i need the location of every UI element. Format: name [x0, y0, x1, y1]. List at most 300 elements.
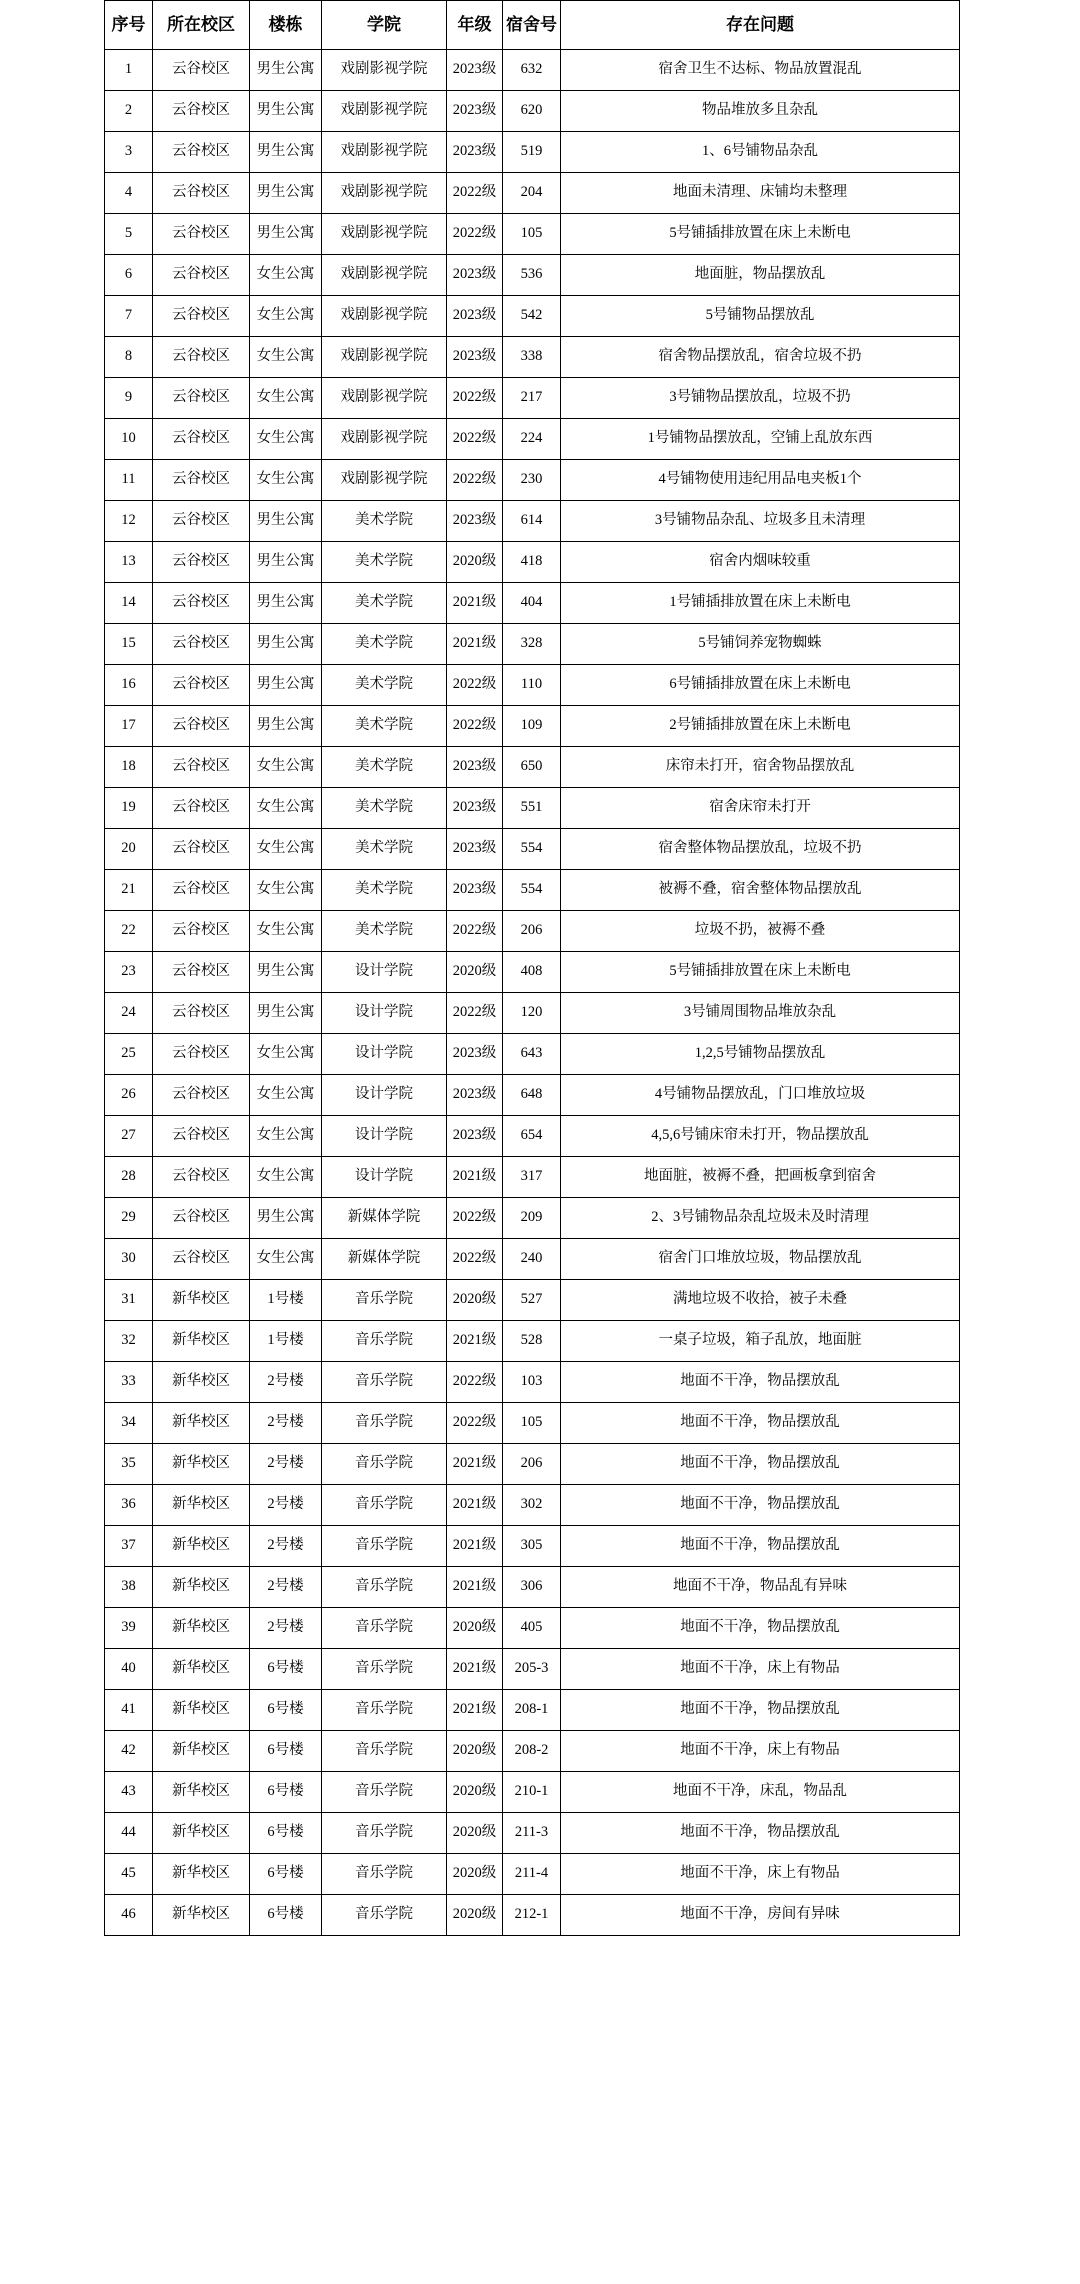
cell-college: 美术学院	[322, 665, 447, 706]
cell-room: 305	[503, 1526, 561, 1567]
cell-college: 音乐学院	[322, 1321, 447, 1362]
cell-room: 105	[503, 1403, 561, 1444]
cell-college: 戏剧影视学院	[322, 132, 447, 173]
cell-grade: 2021级	[447, 1444, 503, 1485]
cell-grade: 2023级	[447, 501, 503, 542]
cell-campus: 新华校区	[153, 1772, 250, 1813]
cell-room: 527	[503, 1280, 561, 1321]
cell-college: 戏剧影视学院	[322, 337, 447, 378]
cell-college: 音乐学院	[322, 1567, 447, 1608]
cell-campus: 新华校区	[153, 1690, 250, 1731]
cell-campus: 云谷校区	[153, 337, 250, 378]
cell-issue: 地面脏，被褥不叠，把画板拿到宿舍	[561, 1157, 960, 1198]
cell-grade: 2021级	[447, 1321, 503, 1362]
cell-seq: 4	[105, 173, 153, 214]
cell-issue: 1、6号铺物品杂乱	[561, 132, 960, 173]
cell-building: 女生公寓	[250, 870, 322, 911]
cell-college: 音乐学院	[322, 1731, 447, 1772]
cell-issue: 4号铺物品摆放乱，门口堆放垃圾	[561, 1075, 960, 1116]
table-row	[105, 1567, 960, 1608]
cell-issue: 地面不干净，床上有物品	[561, 1854, 960, 1895]
cell-campus: 新华校区	[153, 1649, 250, 1690]
cell-room: 306	[503, 1567, 561, 1608]
cell-grade: 2023级	[447, 296, 503, 337]
cell-seq: 27	[105, 1116, 153, 1157]
table-row	[105, 1034, 960, 1075]
cell-room: 554	[503, 829, 561, 870]
cell-grade: 2023级	[447, 747, 503, 788]
cell-grade: 2022级	[447, 214, 503, 255]
cell-grade: 2022级	[447, 460, 503, 501]
cell-grade: 2023级	[447, 255, 503, 296]
cell-grade: 2022级	[447, 911, 503, 952]
cell-building: 女生公寓	[250, 1157, 322, 1198]
cell-building: 女生公寓	[250, 1034, 322, 1075]
cell-college: 设计学院	[322, 993, 447, 1034]
cell-room: 404	[503, 583, 561, 624]
cell-seq: 13	[105, 542, 153, 583]
cell-seq: 7	[105, 296, 153, 337]
cell-building: 1号楼	[250, 1280, 322, 1321]
cell-campus: 云谷校区	[153, 665, 250, 706]
cell-issue: 一桌子垃圾，箱子乱放，地面脏	[561, 1321, 960, 1362]
cell-grade: 2021级	[447, 1485, 503, 1526]
cell-seq: 25	[105, 1034, 153, 1075]
cell-building: 2号楼	[250, 1608, 322, 1649]
cell-grade: 2022级	[447, 1403, 503, 1444]
cell-grade: 2020级	[447, 1731, 503, 1772]
cell-grade: 2021级	[447, 624, 503, 665]
cell-seq: 2	[105, 91, 153, 132]
table-row	[105, 1280, 960, 1321]
cell-issue: 满地垃圾不收拾，被子未叠	[561, 1280, 960, 1321]
cell-room: 230	[503, 460, 561, 501]
cell-seq: 36	[105, 1485, 153, 1526]
cell-issue: 物品堆放多且杂乱	[561, 91, 960, 132]
cell-building: 2号楼	[250, 1485, 322, 1526]
cell-campus: 新华校区	[153, 1854, 250, 1895]
cell-room: 554	[503, 870, 561, 911]
cell-campus: 云谷校区	[153, 132, 250, 173]
table-row	[105, 296, 960, 337]
cell-issue: 床帘未打开，宿舍物品摆放乱	[561, 747, 960, 788]
table-row	[105, 132, 960, 173]
cell-campus: 云谷校区	[153, 419, 250, 460]
cell-campus: 云谷校区	[153, 214, 250, 255]
cell-room: 208-1	[503, 1690, 561, 1731]
cell-seq: 23	[105, 952, 153, 993]
cell-building: 女生公寓	[250, 296, 322, 337]
cell-building: 女生公寓	[250, 747, 322, 788]
cell-issue: 1号铺物品摆放乱，空铺上乱放东西	[561, 419, 960, 460]
cell-campus: 新华校区	[153, 1567, 250, 1608]
cell-seq: 41	[105, 1690, 153, 1731]
cell-issue: 宿舍内烟味较重	[561, 542, 960, 583]
cell-building: 女生公寓	[250, 911, 322, 952]
cell-room: 536	[503, 255, 561, 296]
cell-building: 女生公寓	[250, 460, 322, 501]
cell-grade: 2023级	[447, 1034, 503, 1075]
table-row	[105, 665, 960, 706]
cell-building: 女生公寓	[250, 1075, 322, 1116]
cell-seq: 21	[105, 870, 153, 911]
cell-seq: 46	[105, 1895, 153, 1936]
table-row	[105, 1198, 960, 1239]
column-header-building: 楼栋	[250, 1, 322, 50]
cell-building: 2号楼	[250, 1403, 322, 1444]
cell-campus: 云谷校区	[153, 829, 250, 870]
cell-campus: 云谷校区	[153, 1198, 250, 1239]
cell-seq: 45	[105, 1854, 153, 1895]
cell-room: 103	[503, 1362, 561, 1403]
cell-issue: 地面不干净，物品摆放乱	[561, 1813, 960, 1854]
table-body	[105, 50, 960, 1936]
cell-seq: 26	[105, 1075, 153, 1116]
cell-campus: 新华校区	[153, 1895, 250, 1936]
table-row	[105, 1690, 960, 1731]
cell-issue: 1号铺插排放置在床上未断电	[561, 583, 960, 624]
cell-room: 224	[503, 419, 561, 460]
cell-room: 551	[503, 788, 561, 829]
cell-college: 美术学院	[322, 583, 447, 624]
cell-room: 648	[503, 1075, 561, 1116]
cell-college: 音乐学院	[322, 1403, 447, 1444]
table-row	[105, 1403, 960, 1444]
cell-room: 205-3	[503, 1649, 561, 1690]
cell-college: 设计学院	[322, 1034, 447, 1075]
table-row	[105, 1608, 960, 1649]
table-row	[105, 1239, 960, 1280]
table-row	[105, 583, 960, 624]
cell-grade: 2020级	[447, 952, 503, 993]
cell-building: 女生公寓	[250, 255, 322, 296]
cell-seq: 35	[105, 1444, 153, 1485]
cell-seq: 3	[105, 132, 153, 173]
cell-building: 女生公寓	[250, 1116, 322, 1157]
table-row	[105, 1321, 960, 1362]
cell-grade: 2023级	[447, 788, 503, 829]
cell-seq: 43	[105, 1772, 153, 1813]
cell-issue: 地面脏，物品摆放乱	[561, 255, 960, 296]
cell-grade: 2020级	[447, 1895, 503, 1936]
cell-issue: 1,2,5号铺物品摆放乱	[561, 1034, 960, 1075]
column-header-seq: 序号	[105, 1, 153, 50]
cell-building: 男生公寓	[250, 542, 322, 583]
cell-room: 217	[503, 378, 561, 419]
cell-issue: 3号铺周围物品堆放杂乱	[561, 993, 960, 1034]
table-row	[105, 1485, 960, 1526]
table-row	[105, 542, 960, 583]
cell-grade: 2022级	[447, 1239, 503, 1280]
cell-issue: 地面不干净，房间有异味	[561, 1895, 960, 1936]
cell-room: 240	[503, 1239, 561, 1280]
cell-issue: 地面不干净，物品摆放乱	[561, 1690, 960, 1731]
cell-building: 6号楼	[250, 1895, 322, 1936]
column-header-room: 宿舍号	[503, 1, 561, 50]
cell-campus: 云谷校区	[153, 296, 250, 337]
cell-campus: 新华校区	[153, 1280, 250, 1321]
cell-college: 戏剧影视学院	[322, 50, 447, 91]
table-row	[105, 1895, 960, 1936]
cell-college: 音乐学院	[322, 1813, 447, 1854]
cell-grade: 2022级	[447, 706, 503, 747]
table-row	[105, 378, 960, 419]
cell-seq: 34	[105, 1403, 153, 1444]
cell-issue: 地面不干净，物品摆放乱	[561, 1608, 960, 1649]
table-row	[105, 1157, 960, 1198]
table-row	[105, 1813, 960, 1854]
cell-room: 542	[503, 296, 561, 337]
cell-building: 男生公寓	[250, 214, 322, 255]
table-row	[105, 1649, 960, 1690]
cell-seq: 18	[105, 747, 153, 788]
cell-grade: 2020级	[447, 1280, 503, 1321]
cell-issue: 宿舍整体物品摆放乱，垃圾不扔	[561, 829, 960, 870]
cell-building: 男生公寓	[250, 132, 322, 173]
cell-room: 408	[503, 952, 561, 993]
cell-college: 美术学院	[322, 624, 447, 665]
table-row	[105, 952, 960, 993]
cell-campus: 云谷校区	[153, 460, 250, 501]
cell-building: 女生公寓	[250, 788, 322, 829]
table-row	[105, 1075, 960, 1116]
cell-seq: 12	[105, 501, 153, 542]
cell-college: 美术学院	[322, 829, 447, 870]
cell-college: 戏剧影视学院	[322, 173, 447, 214]
cell-room: 211-4	[503, 1854, 561, 1895]
cell-college: 音乐学院	[322, 1895, 447, 1936]
cell-campus: 新华校区	[153, 1731, 250, 1772]
cell-campus: 新华校区	[153, 1485, 250, 1526]
cell-college: 戏剧影视学院	[322, 378, 447, 419]
cell-campus: 云谷校区	[153, 624, 250, 665]
cell-seq: 24	[105, 993, 153, 1034]
cell-building: 男生公寓	[250, 501, 322, 542]
cell-room: 210-1	[503, 1772, 561, 1813]
table-row	[105, 501, 960, 542]
cell-college: 设计学院	[322, 1116, 447, 1157]
cell-grade: 2020级	[447, 542, 503, 583]
cell-room: 643	[503, 1034, 561, 1075]
table-row	[105, 706, 960, 747]
cell-issue: 6号铺插排放置在床上未断电	[561, 665, 960, 706]
cell-grade: 2023级	[447, 870, 503, 911]
cell-room: 338	[503, 337, 561, 378]
cell-room: 120	[503, 993, 561, 1034]
cell-issue: 地面不干净，物品摆放乱	[561, 1526, 960, 1567]
cell-issue: 地面不干净，物品摆放乱	[561, 1485, 960, 1526]
cell-campus: 云谷校区	[153, 542, 250, 583]
cell-issue: 宿舍床帘未打开	[561, 788, 960, 829]
table-row	[105, 91, 960, 132]
cell-grade: 2023级	[447, 132, 503, 173]
cell-campus: 云谷校区	[153, 91, 250, 132]
table-row	[105, 419, 960, 460]
cell-building: 6号楼	[250, 1813, 322, 1854]
cell-building: 女生公寓	[250, 829, 322, 870]
cell-college: 设计学院	[322, 952, 447, 993]
cell-room: 110	[503, 665, 561, 706]
header-row	[105, 1, 960, 50]
cell-college: 音乐学院	[322, 1485, 447, 1526]
cell-seq: 19	[105, 788, 153, 829]
cell-issue: 5号铺物品摆放乱	[561, 296, 960, 337]
cell-issue: 地面不干净，物品摆放乱	[561, 1403, 960, 1444]
table-row	[105, 829, 960, 870]
cell-issue: 2、3号铺物品杂乱垃圾未及时清理	[561, 1198, 960, 1239]
cell-grade: 2023级	[447, 337, 503, 378]
table-row	[105, 1526, 960, 1567]
table-row	[105, 624, 960, 665]
cell-grade: 2021级	[447, 1526, 503, 1567]
column-header-college: 学院	[322, 1, 447, 50]
cell-building: 2号楼	[250, 1526, 322, 1567]
cell-building: 女生公寓	[250, 378, 322, 419]
cell-issue: 地面未清理、床铺均未整理	[561, 173, 960, 214]
cell-college: 戏剧影视学院	[322, 419, 447, 460]
cell-room: 614	[503, 501, 561, 542]
cell-campus: 云谷校区	[153, 788, 250, 829]
cell-building: 2号楼	[250, 1362, 322, 1403]
column-header-grade: 年级	[447, 1, 503, 50]
cell-seq: 33	[105, 1362, 153, 1403]
cell-building: 2号楼	[250, 1444, 322, 1485]
cell-seq: 31	[105, 1280, 153, 1321]
cell-seq: 15	[105, 624, 153, 665]
cell-seq: 38	[105, 1567, 153, 1608]
cell-room: 208-2	[503, 1731, 561, 1772]
cell-building: 2号楼	[250, 1567, 322, 1608]
cell-grade: 2022级	[447, 1362, 503, 1403]
cell-grade: 2020级	[447, 1854, 503, 1895]
cell-grade: 2022级	[447, 378, 503, 419]
cell-grade: 2022级	[447, 665, 503, 706]
cell-room: 650	[503, 747, 561, 788]
table-row	[105, 1772, 960, 1813]
cell-room: 528	[503, 1321, 561, 1362]
cell-building: 男生公寓	[250, 665, 322, 706]
cell-grade: 2021级	[447, 1157, 503, 1198]
cell-campus: 云谷校区	[153, 378, 250, 419]
cell-seq: 20	[105, 829, 153, 870]
cell-issue: 宿舍物品摆放乱，宿舍垃圾不扔	[561, 337, 960, 378]
table-row	[105, 173, 960, 214]
cell-campus: 云谷校区	[153, 993, 250, 1034]
cell-college: 美术学院	[322, 501, 447, 542]
cell-grade: 2021级	[447, 583, 503, 624]
cell-seq: 14	[105, 583, 153, 624]
cell-college: 设计学院	[322, 1075, 447, 1116]
cell-campus: 云谷校区	[153, 583, 250, 624]
cell-building: 6号楼	[250, 1772, 322, 1813]
cell-campus: 云谷校区	[153, 1034, 250, 1075]
cell-campus: 云谷校区	[153, 501, 250, 542]
cell-room: 209	[503, 1198, 561, 1239]
cell-building: 男生公寓	[250, 50, 322, 91]
cell-grade: 2023级	[447, 829, 503, 870]
cell-issue: 地面不干净，床上有物品	[561, 1731, 960, 1772]
table-row	[105, 870, 960, 911]
cell-issue: 地面不干净，床乱，物品乱	[561, 1772, 960, 1813]
cell-grade: 2020级	[447, 1608, 503, 1649]
cell-room: 328	[503, 624, 561, 665]
cell-seq: 30	[105, 1239, 153, 1280]
cell-issue: 5号铺饲养宠物蜘蛛	[561, 624, 960, 665]
cell-seq: 8	[105, 337, 153, 378]
cell-building: 男生公寓	[250, 624, 322, 665]
cell-seq: 11	[105, 460, 153, 501]
cell-building: 男生公寓	[250, 173, 322, 214]
cell-campus: 云谷校区	[153, 706, 250, 747]
cell-seq: 16	[105, 665, 153, 706]
table-row	[105, 255, 960, 296]
cell-room: 620	[503, 91, 561, 132]
cell-college: 音乐学院	[322, 1772, 447, 1813]
table-row	[105, 460, 960, 501]
cell-college: 音乐学院	[322, 1649, 447, 1690]
cell-campus: 新华校区	[153, 1813, 250, 1854]
cell-campus: 云谷校区	[153, 1116, 250, 1157]
cell-issue: 宿舍门口堆放垃圾，物品摆放乱	[561, 1239, 960, 1280]
cell-building: 男生公寓	[250, 1198, 322, 1239]
cell-room: 654	[503, 1116, 561, 1157]
cell-college: 音乐学院	[322, 1690, 447, 1731]
table-row	[105, 1444, 960, 1485]
cell-campus: 新华校区	[153, 1362, 250, 1403]
table-row	[105, 214, 960, 255]
column-header-campus: 所在校区	[153, 1, 250, 50]
cell-campus: 新华校区	[153, 1526, 250, 1567]
cell-college: 音乐学院	[322, 1608, 447, 1649]
cell-grade: 2022级	[447, 173, 503, 214]
cell-building: 6号楼	[250, 1731, 322, 1772]
cell-college: 戏剧影视学院	[322, 296, 447, 337]
cell-room: 632	[503, 50, 561, 91]
cell-building: 男生公寓	[250, 706, 322, 747]
cell-grade: 2023级	[447, 91, 503, 132]
cell-college: 美术学院	[322, 706, 447, 747]
cell-college: 美术学院	[322, 911, 447, 952]
column-header-issue: 存在问题	[561, 1, 960, 50]
cell-college: 戏剧影视学院	[322, 91, 447, 132]
cell-seq: 42	[105, 1731, 153, 1772]
cell-room: 302	[503, 1485, 561, 1526]
cell-grade: 2021级	[447, 1649, 503, 1690]
cell-college: 美术学院	[322, 747, 447, 788]
cell-room: 519	[503, 132, 561, 173]
cell-seq: 29	[105, 1198, 153, 1239]
cell-seq: 44	[105, 1813, 153, 1854]
cell-issue: 3号铺物品摆放乱，垃圾不扔	[561, 378, 960, 419]
table-row	[105, 1362, 960, 1403]
cell-seq: 1	[105, 50, 153, 91]
cell-campus: 云谷校区	[153, 1157, 250, 1198]
cell-seq: 10	[105, 419, 153, 460]
cell-seq: 32	[105, 1321, 153, 1362]
cell-seq: 9	[105, 378, 153, 419]
cell-issue: 地面不干净，物品摆放乱	[561, 1444, 960, 1485]
cell-room: 211-3	[503, 1813, 561, 1854]
cell-campus: 云谷校区	[153, 952, 250, 993]
cell-issue: 5号铺插排放置在床上未断电	[561, 952, 960, 993]
table-row	[105, 50, 960, 91]
cell-seq: 17	[105, 706, 153, 747]
cell-seq: 6	[105, 255, 153, 296]
cell-issue: 地面不干净，床上有物品	[561, 1649, 960, 1690]
dormitory-inspection-table	[104, 0, 960, 1936]
cell-grade: 2022级	[447, 419, 503, 460]
cell-college: 音乐学院	[322, 1854, 447, 1895]
